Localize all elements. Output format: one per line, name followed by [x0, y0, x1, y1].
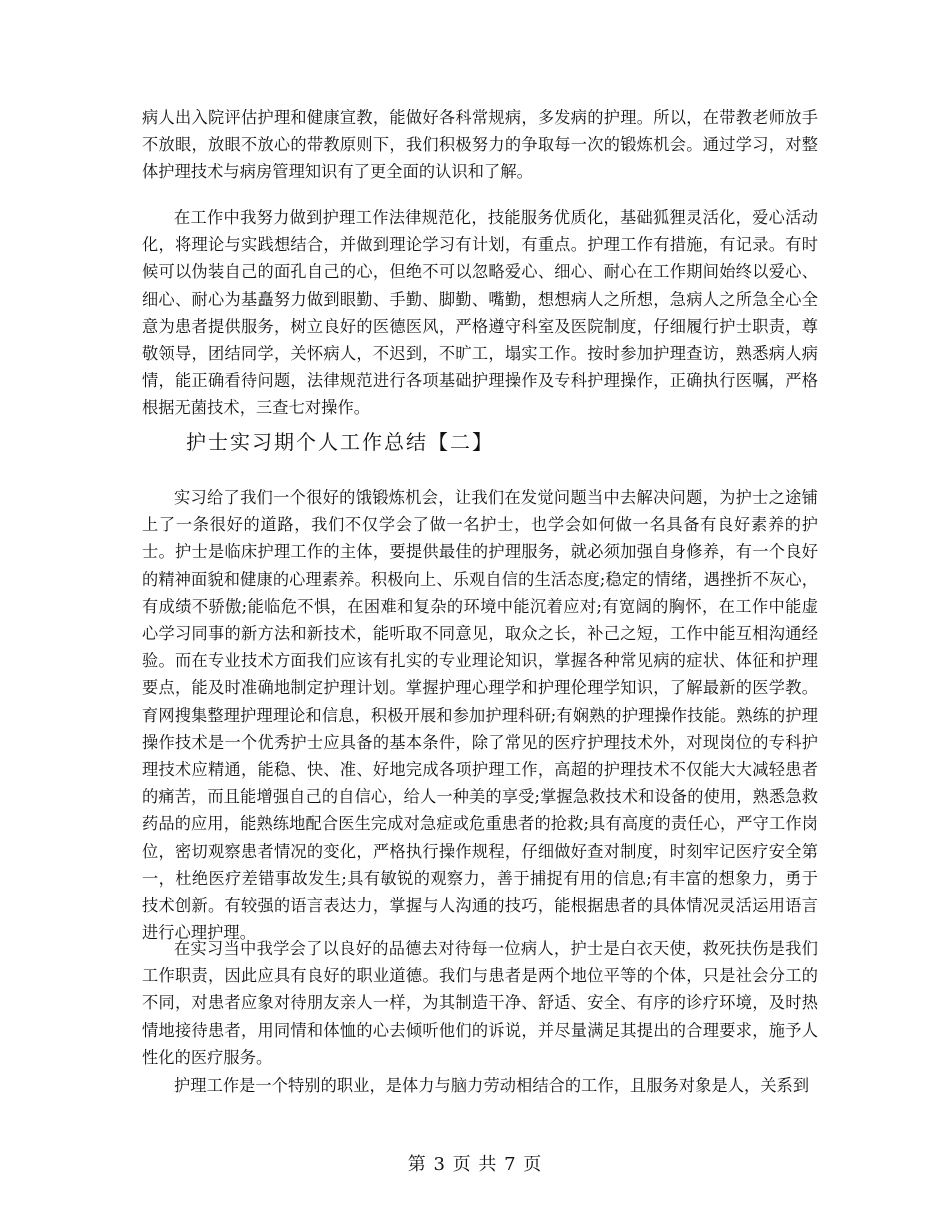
section-heading: 护士实习期个人工作总结【二】 — [186, 430, 494, 454]
paragraph-professional-ethics: 在实习当中我学会了以良好的品德去对待每一位病人，护士是白衣天使，救死扶伤是我们工作职责，因此应具有良好的职业道德。我们与患者是两个地位平等的个体，只是社会分工的不同，对患者应象对待朋友亲人一样，为其制造干净、舒适、安全、有序的诊疗环境，及时热情地接待患者，用同情和体恤的心去倾听他们的诉说，并尽量满足其提出的合理要求，施予人性化的医疗服务。 — [142, 939, 818, 1067]
page-number-footer: 第 3 页 共 7 页 — [407, 1154, 543, 1175]
paragraph-nursing-work: 护理工作是一个特别的职业，是体力与脑力劳动相结合的工作，且服务对象是人，关系到 — [174, 1076, 810, 1095]
paragraph-continued: 病人出入院评估护理和健康宣教，能做好各科常规病，多发病的护理。所以，在带教老师放手不放眼，放眼不放心的带教原则下，我们积极努力的争取每一次的锻炼机会。通过学习，对整体护理技术与病房管理知识有了更全面的认识和了解。 — [142, 108, 818, 182]
paragraph-internship-qualities: 实习给了我们一个很好的饿锻炼机会，让我们在发觉问题当中去解决问题，为护士之途铺上了一条很好的道路，我们不仅学会了做一名护士，也学会如何做一名具备有良好素养的护士。护士是临床护理工作的主体，要提供最佳的护理服务，就必须加强自身修养，有一个良好的精神面貌和健康的心理素养。积极向上、乐观自信的生活态度;稳定的情绪，遇挫折不灰心，有成绩不骄傲;能临危不惧，在困难和复杂的环境中能沉着应对;有宽阔的胸怀，在工作中能虚心学习同事的新方法和新技术，能听取不同意见，取众之长，补己之短，工作中能互相沟通经验。而在专业技术方面我们应该有扎实的专业理论知识，掌握各种常见病的症状、体征和护理要点，能及时准确地制定护理计划。掌握护理心理学和护理伦理学知识，了解最新的医学教。育网搜集整理护理理论和信息，积极开展和参加护理科研;有娴熟的护理操作技能。熟练的护理操作技术是一个优秀护士应具备的基本条件，除了常见的医疗护理技术外，对现岗位的专科护理技术应精通，能稳、快、准、好地完成各项护理工作，高超的护理技术不仅能大大减轻患者的痛苦，而且能增强自己的自信心，给人一种美的享受;掌握急救技术和设备的使用，熟悉急救药品的应用，能熟练地配合医生完成对急症或危重患者的抢救;具有高度的责任心，严守工作岗位，密切观察患者情况的变化，严格执行操作规程，仔细做好查对制度，时刻牢记医疗安全第一，杜绝医疗差错事故发生;具有敏锐的观察力，善于捕捉有用的信息;有丰富的想象力，勇于技术创新。有较强的语言表达力，掌握与人沟通的技巧，能根据患者的具体情况灵活运用语言进行心理护理。 — [142, 488, 818, 943]
paragraph-work-standards: 在工作中我努力做到护理工作法律规范化，技能服务优质化，基础狐狸灵活化，爱心活动化，将理论与实践想结合，并做到理论学习有计划，有重点。护理工作有措施，有记录。有时候可以伪装自己的面孔自己的心，但绝不可以忽略爱心、细心、耐心在工作期间始终以爱心、细心、耐心为基矗努力做到眼勤、手勤、脚勤、嘴勤，想想病人之所想，急病人之所急全心全意为患者提供服务，树立良好的医德医风，严格遵守科室及医院制度，仔细履行护士职责，尊敬领导，团结同学，关怀病人，不迟到，不旷工，塌实工作。按时参加护理查访，熟悉病人病情，能正确看待问题，法律规范进行各项基础护理操作及专科护理操作，正确执行医嘱，严格根据无菌技术，三查七对操作。 — [142, 208, 818, 418]
